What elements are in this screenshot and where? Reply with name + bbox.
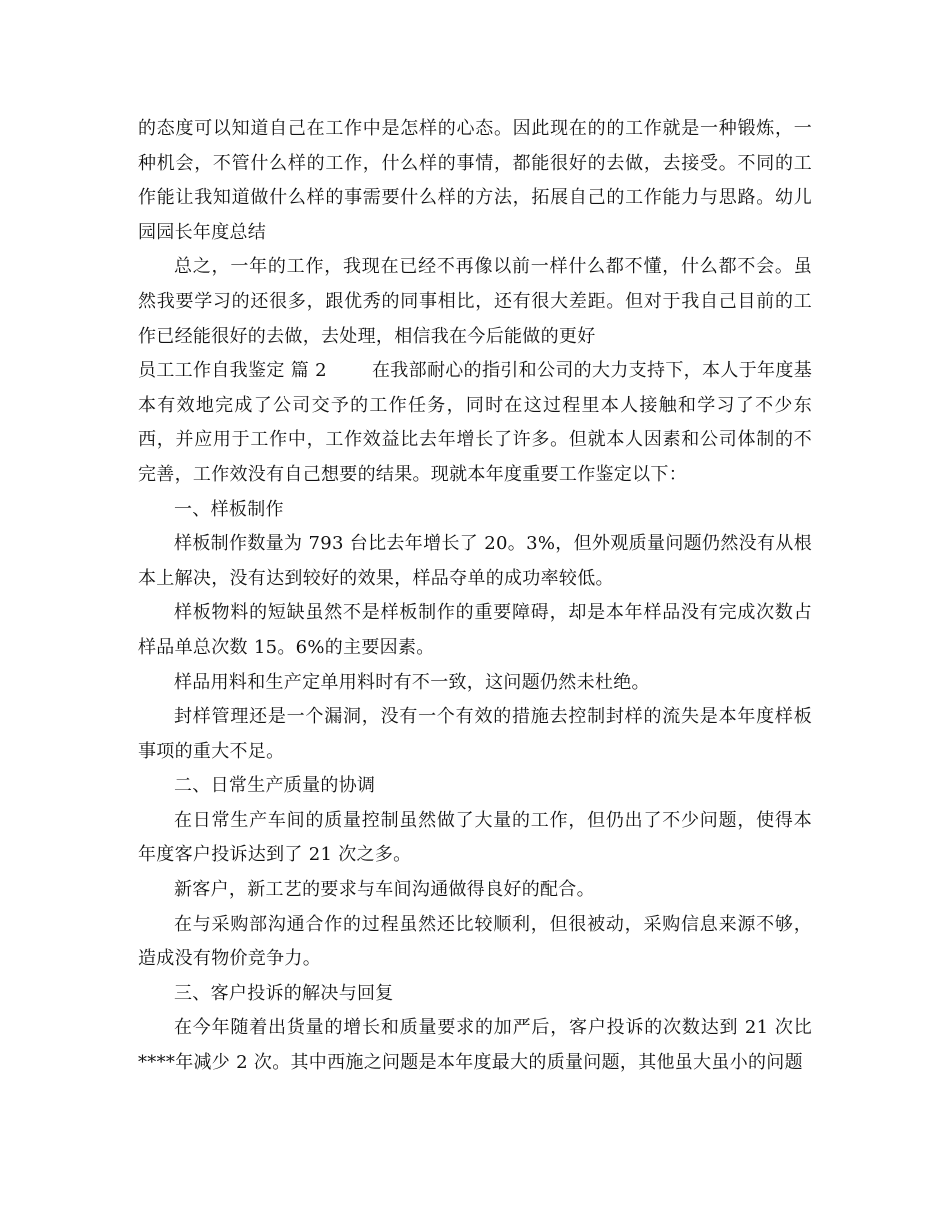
- paragraph-complaint-count: 在今年随着出货量的增长和质量要求的加严后，客户投诉的次数达到 21 次比****年减少 2 次。其中西施之问题是本年度最大的质量问题，其他虽大虽小的问题: [138, 1017, 812, 1074]
- heading-customer-complaints: 三、客户投诉的解决与回复: [174, 982, 394, 1004]
- paragraph-quality-control: 在日常生产车间的质量控制虽然做了大量的工作，但仍出了不少问题，使得本年度客户投诉达到了 21 次之多。: [138, 809, 812, 866]
- heading-production-quality: 二、日常生产质量的协调: [174, 775, 376, 797]
- paragraph-sample-quantity: 样板制作数量为 793 台比去年增长了 20。3%，但外观质量问题仍然没有从根本上解决，没有达到较好的效果，样品夺单的成功率较低。: [138, 533, 812, 589]
- paragraph-sample-materials: 样板物料的短缺虽然不是样板制作的重要障碍，却是本年样品没有完成次数占样品单总次数 15。6%的主要因素。: [138, 602, 812, 658]
- paragraph-new-clients: 新客户，新工艺的要求与车间沟通做得良好的配合。: [174, 879, 595, 901]
- paragraph-seal-management: 封样管理还是一个漏洞，没有一个有效的措施去控制封样的流失是本年度样板事项的重大不足。: [138, 706, 812, 762]
- paragraph-appraisal-intro: [138, 354, 812, 492]
- paragraph-intro: 的态度可以知道自己在工作中是怎样的心态。因此现在的的工作就是一种锻炼，一种机会，不管什么样的工作，什么样的事情，都能很好的去做，去接受。不同的工作能让我知道做什么样的事需要什么样的方法，拓展自己的工作能力与思路。幼儿园园长年度总结: [138, 118, 812, 243]
- document-body: [138, 112, 812, 1081]
- paragraph-text: 在我部耐心的指引和公司的大力支持下，本人于年度基本有效地完成了公司交予的工作任务，同时在这过程里本人接触和学习了不少东西，并应用于工作中，工作效益比去年增长了许多。但就本人因素和公司体制的不完善，工作效没有自己想要的结果。现就本年度重要工作鉴定以下：: [138, 360, 813, 485]
- heading-sample-making: 一、样板制作: [174, 498, 284, 520]
- paragraph-material-consistency: 样品用料和生产定单用料时有不一致，这问题仍然未杜绝。: [174, 671, 650, 693]
- paragraph-summary: 总之，一年的工作，我现在已经不再像以前一样什么都不懂，什么都不会。虽然我要学习的还很多，跟优秀的同事相比，还有很大差距。但对于我自己目前的工作已经能很好的去做，去处理，相信我在今后能做的更好: [138, 256, 812, 347]
- section-label: 员工工作自我鉴定 篇 2: [138, 360, 327, 382]
- paragraph-purchasing: 在与采购部沟通合作的过程虽然还比较顺利，但很被动，采购信息来源不够，造成没有物价竞争力。: [138, 913, 812, 970]
